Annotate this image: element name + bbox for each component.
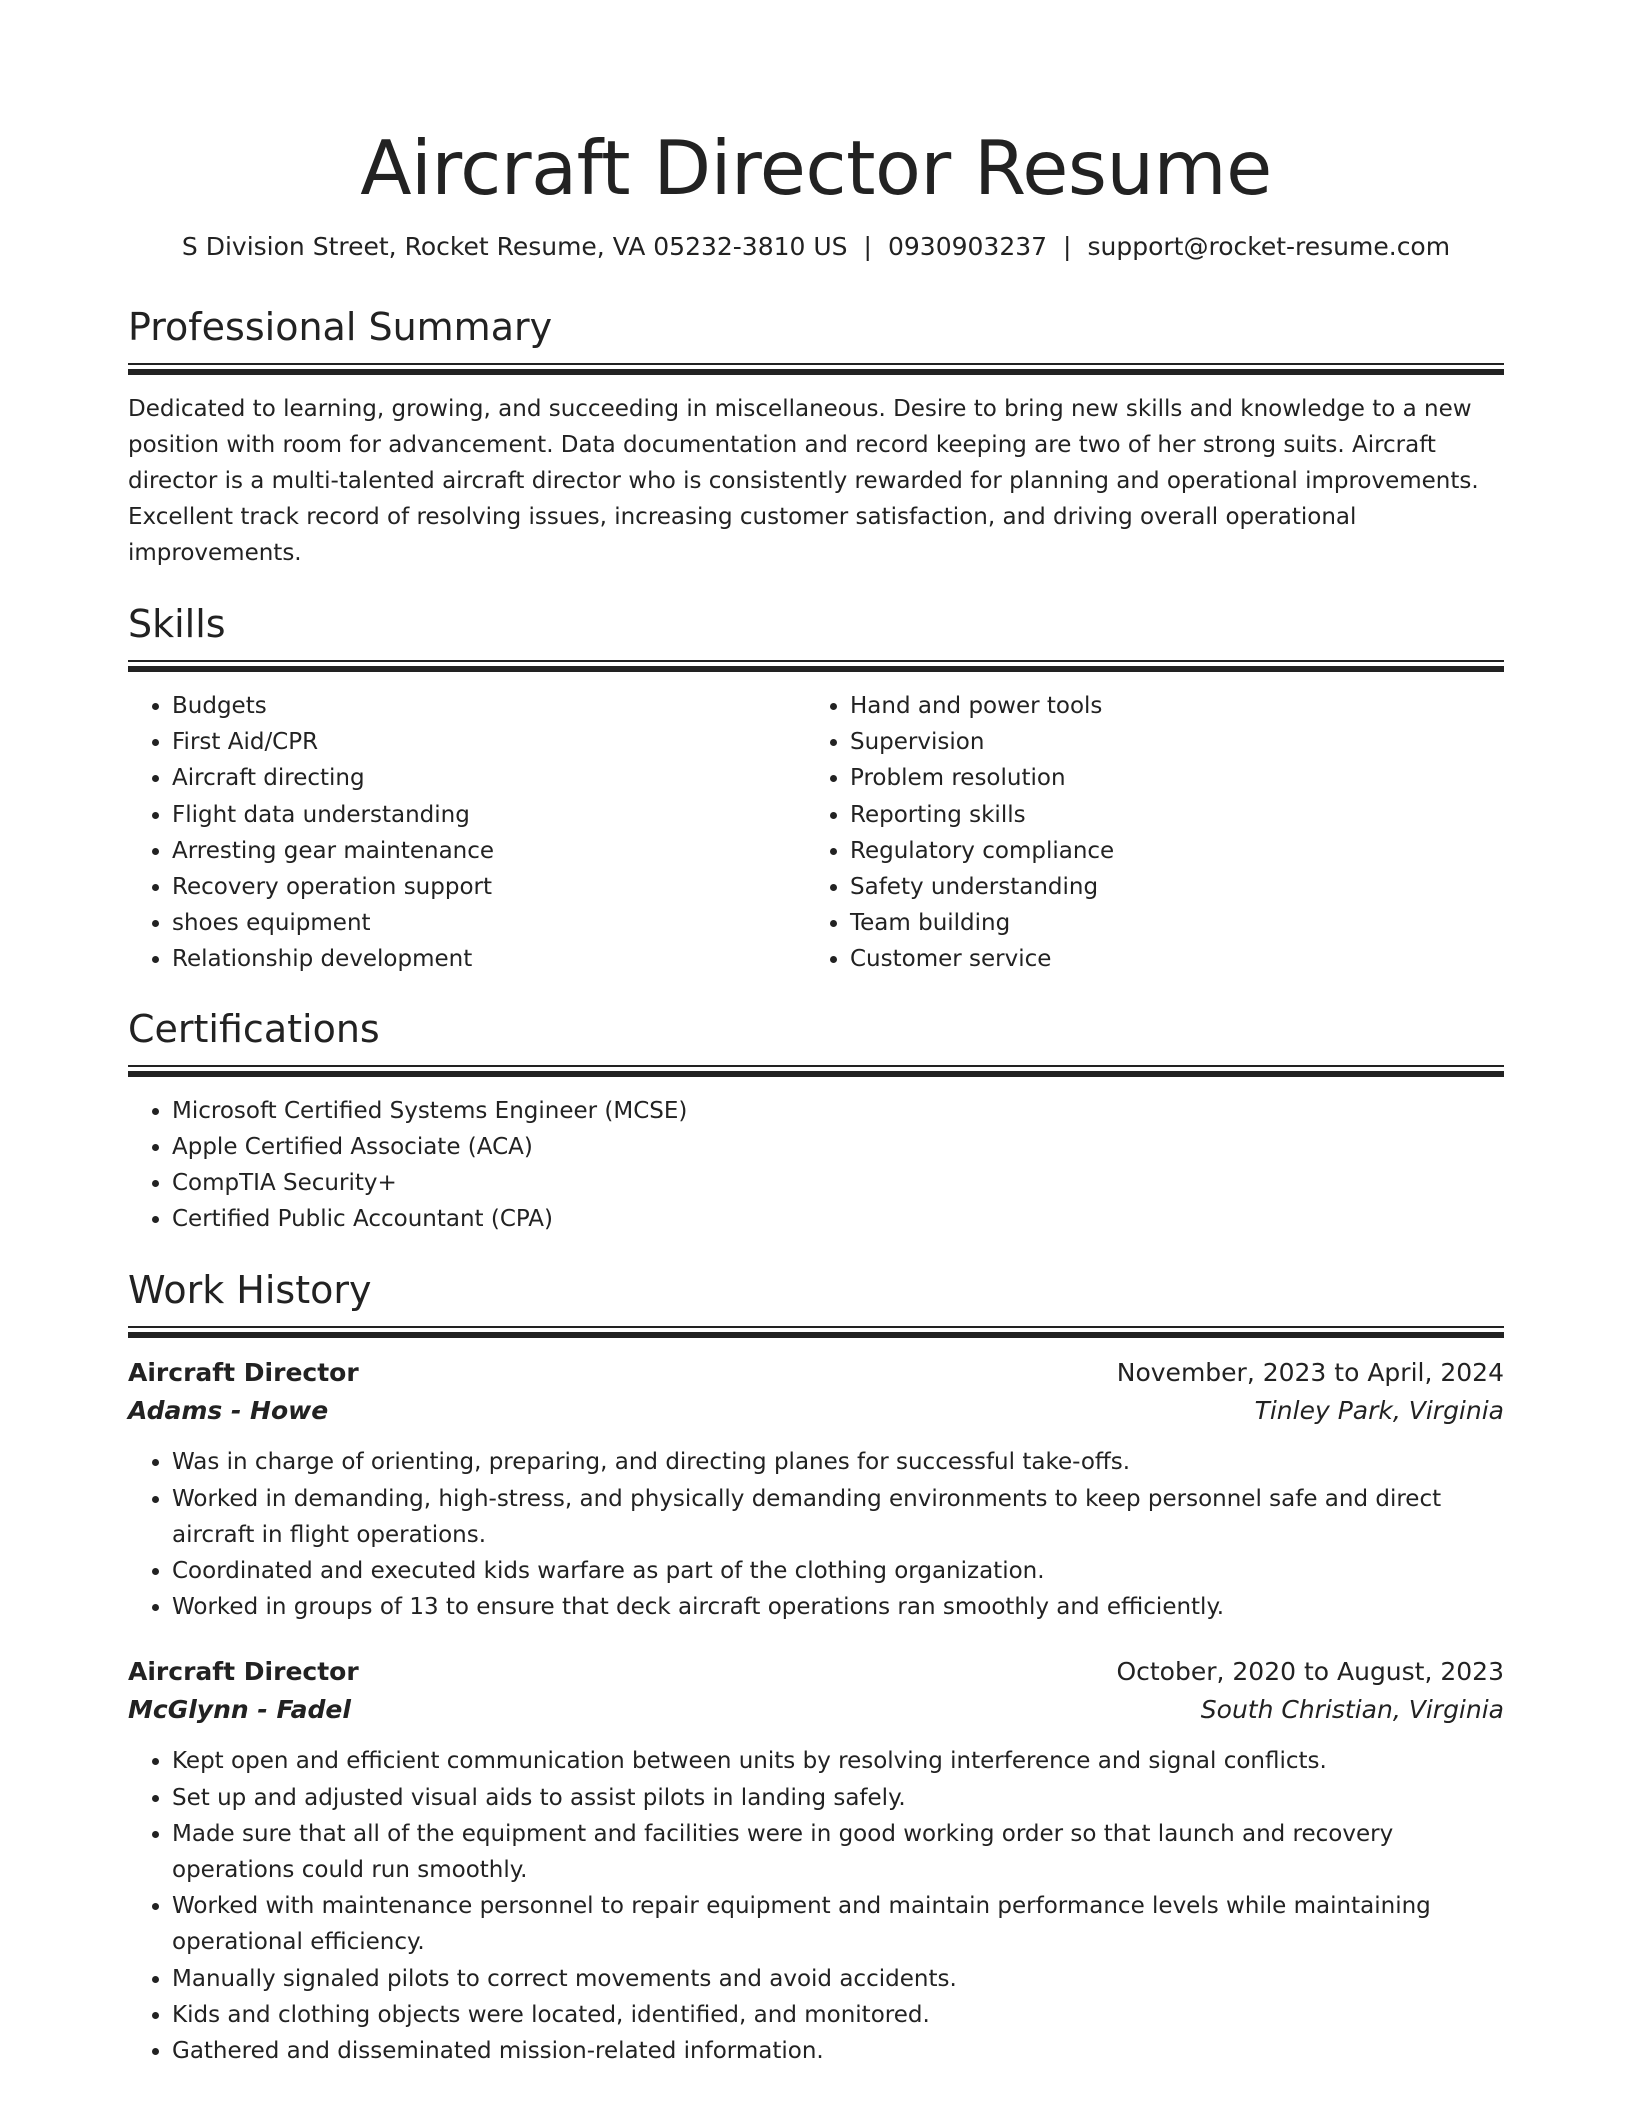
job-location: Tinley Park, Virginia	[1254, 1396, 1504, 1426]
certification-item: • Apple Certified Associate (ACA)	[172, 1129, 1504, 1165]
section-divider-thick	[128, 1071, 1504, 1077]
job-bullet: • Coordinated and executed kids warfare as part of the clothing organization.	[172, 1553, 1504, 1589]
skill-item: • Aircraft directing	[172, 760, 806, 796]
job-title: Aircraft Director	[128, 1657, 359, 1687]
job-bullets	[128, 1444, 1504, 1625]
job-bullet: • Worked in groups of 13 to ensure that deck aircraft operations ran smoothly and efficiently.	[172, 1589, 1504, 1625]
job-location: South Christian, Virginia	[1200, 1695, 1504, 1725]
job-bullets	[128, 1743, 1504, 2069]
skills-list-left	[128, 688, 806, 978]
job-title: Aircraft Director	[128, 1358, 359, 1388]
skill-item: • Hand and power tools	[850, 688, 1484, 724]
job-subheader	[128, 1392, 1504, 1430]
section-divider-thick	[128, 1332, 1504, 1338]
skill-item: • Budgets	[172, 688, 806, 724]
contact-separator: |	[1063, 232, 1072, 261]
job-dates: November, 2023 to April, 2024	[1116, 1358, 1504, 1388]
section-divider	[128, 1326, 1504, 1328]
job-dates: October, 2020 to August, 2023	[1116, 1657, 1504, 1687]
job-bullet: • Worked in demanding, high-stress, and physically demanding environments to keep personnel safe and direct aircraft in flight operations.	[172, 1481, 1504, 1553]
section-divider-thick	[128, 369, 1504, 375]
job-bullet: • Worked with maintenance personnel to repair equipment and maintain performance levels while maintaining operational efficiency.	[172, 1888, 1504, 1960]
section-title-summary: Professional Summary	[128, 305, 553, 349]
skills-section	[128, 599, 1504, 978]
job-entry	[128, 1653, 1504, 2069]
contact-separator: |	[863, 232, 872, 261]
contact-email[interactable]: support@rocket-resume.com	[1087, 232, 1451, 261]
skill-item: • Problem resolution	[850, 760, 1484, 796]
job-company: Adams - Howe	[128, 1396, 329, 1426]
contact-address: S Division Street, Rocket Resume, VA 05232-3810 US	[181, 232, 848, 261]
job-bullet: • Was in charge of orienting, preparing, and directing planes for successful take-offs.	[172, 1444, 1504, 1480]
skill-item: • shoes equipment	[172, 905, 806, 941]
section-divider-thick	[128, 666, 1504, 672]
skill-item: • Regulatory compliance	[850, 833, 1484, 869]
certification-item: • Certified Public Accountant (CPA)	[172, 1201, 1504, 1237]
job-header	[128, 1653, 1504, 1691]
skills-grid	[128, 688, 1504, 978]
job-bullet: • Set up and adjusted visual aids to assist pilots in landing safely.	[172, 1780, 1504, 1816]
skill-item: • First Aid/CPR	[172, 724, 806, 760]
section-divider	[128, 363, 1504, 365]
certifications-section	[128, 1004, 1504, 1238]
resume-title: Aircraft Director Resume	[360, 124, 1272, 212]
skill-item: • Arresting gear maintenance	[172, 833, 806, 869]
section-title-skills: Skills	[128, 602, 226, 646]
section-divider	[128, 660, 1504, 662]
job-bullet: • Gathered and disseminated mission-related information.	[172, 2033, 1504, 2069]
job-bullet: • Manually signaled pilots to correct movements and avoid accidents.	[172, 1961, 1504, 1997]
skill-item: • Customer service	[850, 941, 1484, 977]
job-subheader	[128, 1691, 1504, 1729]
certification-item: • Microsoft Certified Systems Engineer (MCSE)	[172, 1093, 1504, 1129]
job-header	[128, 1354, 1504, 1392]
skill-item: • Reporting skills	[850, 797, 1484, 833]
job-bullet: • Kept open and efficient communication between units by resolving interference and signal conflicts.	[172, 1743, 1504, 1779]
summary-text: Dedicated to learning, growing, and succeeding in miscellaneous. Desire to bring new skills and knowledge to a new position with room for advancement. Data documentation and record keeping are two of her strong suits. Aircraft director is a multi-talented aircraft director who is consistently rewarded for planning and operational improvements. Excellent track record of resolving issues, increasing customer satisfaction, and driving overall operational improvements.	[128, 396, 1479, 566]
certification-item: • CompTIA Security+	[172, 1165, 1504, 1201]
job-entry	[128, 1354, 1504, 1625]
skills-list-right	[806, 688, 1484, 978]
skill-item: • Recovery operation support	[172, 869, 806, 905]
skill-item: • Team building	[850, 905, 1484, 941]
skill-item: • Flight data understanding	[172, 797, 806, 833]
section-title-work-history: Work History	[128, 1268, 372, 1313]
certifications-list	[128, 1093, 1504, 1238]
resume-page	[128, 0, 1504, 2069]
job-company: McGlynn - Fadel	[128, 1695, 351, 1725]
section-title-certifications: Certifications	[128, 1006, 380, 1051]
summary-section	[128, 302, 1504, 571]
skill-item: • Safety understanding	[850, 869, 1484, 905]
contact-line	[128, 230, 1504, 264]
section-divider	[128, 1065, 1504, 1067]
job-bullet: • Made sure that all of the equipment and facilities were in good working order so that launch and recovery operations could run smoothly.	[172, 1816, 1504, 1888]
skill-item: • Supervision	[850, 724, 1484, 760]
skill-item: • Relationship development	[172, 941, 806, 977]
contact-phone: 0930903237	[887, 232, 1048, 261]
job-bullet: • Kids and clothing objects were located, identified, and monitored.	[172, 1997, 1504, 2033]
work-history-section	[128, 1265, 1504, 2069]
